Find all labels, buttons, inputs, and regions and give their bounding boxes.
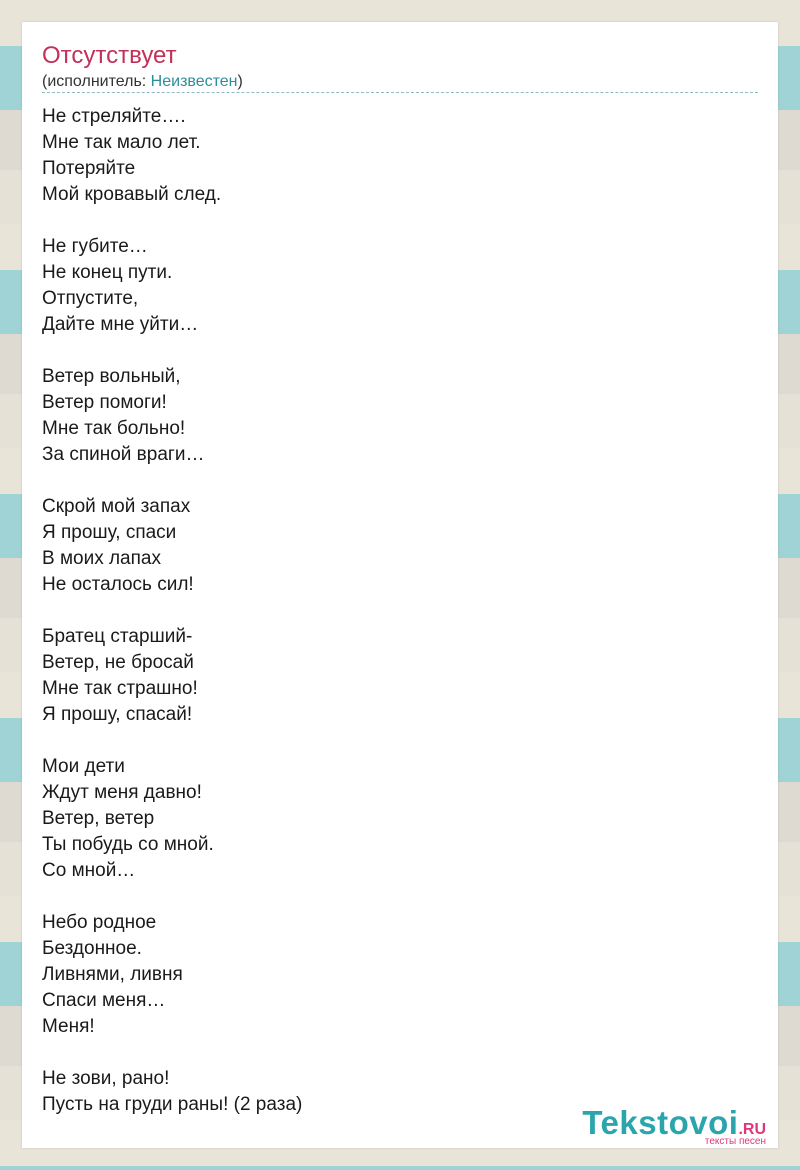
lyrics-stanza — [42, 234, 742, 338]
lyric-line: Ветер, не бросай — [42, 652, 194, 673]
lyric-line: Отпустите, — [42, 288, 139, 309]
logo-name: Tekstovoi — [582, 1104, 739, 1141]
artist-prefix: (исполнитель: — [42, 73, 151, 90]
lyric-line: Не осталось сил! — [42, 574, 194, 595]
lyric-line: Мне так страшно! — [42, 678, 198, 699]
lyric-line: Дайте мне уйти… — [42, 314, 199, 335]
lyric-line: Меня! — [42, 1016, 95, 1037]
artist-suffix: ) — [237, 73, 243, 90]
lyric-line: Не конец пути. — [42, 262, 173, 283]
lyrics-body — [42, 104, 742, 1144]
lyrics-stanza — [42, 364, 742, 468]
lyric-line: Ливнями, ливня — [42, 964, 183, 985]
lyric-line: Не стреляйте…. — [42, 106, 186, 127]
lyric-line: Со мной… — [42, 860, 136, 881]
lyrics-stanza — [42, 624, 742, 728]
lyric-line: Потеряйте — [42, 158, 136, 179]
song-title: Отсутствует — [42, 42, 177, 69]
lyric-line: Бездонное. — [42, 938, 142, 959]
lyric-line: Мне так мало лет. — [42, 132, 201, 153]
lyrics-stanza — [42, 104, 742, 208]
lyric-line: Мои дети — [42, 756, 125, 777]
lyric-line: Не губите… — [42, 236, 148, 257]
lyric-line: Ветер помоги! — [42, 392, 167, 413]
lyric-line: Пусть на груди раны! (2 раза) — [42, 1094, 303, 1115]
title-divider — [42, 92, 758, 93]
lyric-line: В моих лапах — [42, 548, 161, 569]
lyric-line: Скрой мой запах — [42, 496, 191, 517]
logo-tld: .RU — [738, 1121, 766, 1138]
lyric-line: Мне так больно! — [42, 418, 186, 439]
lyric-line: Ты побудь со мной. — [42, 834, 214, 855]
lyric-line: Я прошу, спасай! — [42, 704, 193, 725]
lyric-line: Я прошу, спаси — [42, 522, 177, 543]
lyric-line: Не зови, рано! — [42, 1068, 170, 1089]
lyric-line: За спиной враги… — [42, 444, 205, 465]
lyric-line: Небо родное — [42, 912, 157, 933]
artist-link[interactable]: Неизвестен — [150, 73, 238, 90]
lyric-line: Ветер, ветер — [42, 808, 155, 829]
lyric-line: Ветер вольный, — [42, 366, 181, 387]
lyric-line: Спаси меня… — [42, 990, 166, 1011]
lyrics-card — [22, 22, 778, 1148]
lyrics-stanza — [42, 494, 742, 598]
lyric-line: Ждут меня давно! — [42, 782, 202, 803]
lyric-line: Мой кровавый след. — [42, 184, 222, 205]
site-logo[interactable] — [582, 1106, 766, 1147]
lyrics-stanza — [42, 754, 742, 884]
lyrics-stanza — [42, 910, 742, 1040]
logo-tagline: тексты песен — [704, 1136, 766, 1147]
lyric-line: Братец старший- — [42, 626, 193, 647]
artist-line — [42, 73, 243, 91]
